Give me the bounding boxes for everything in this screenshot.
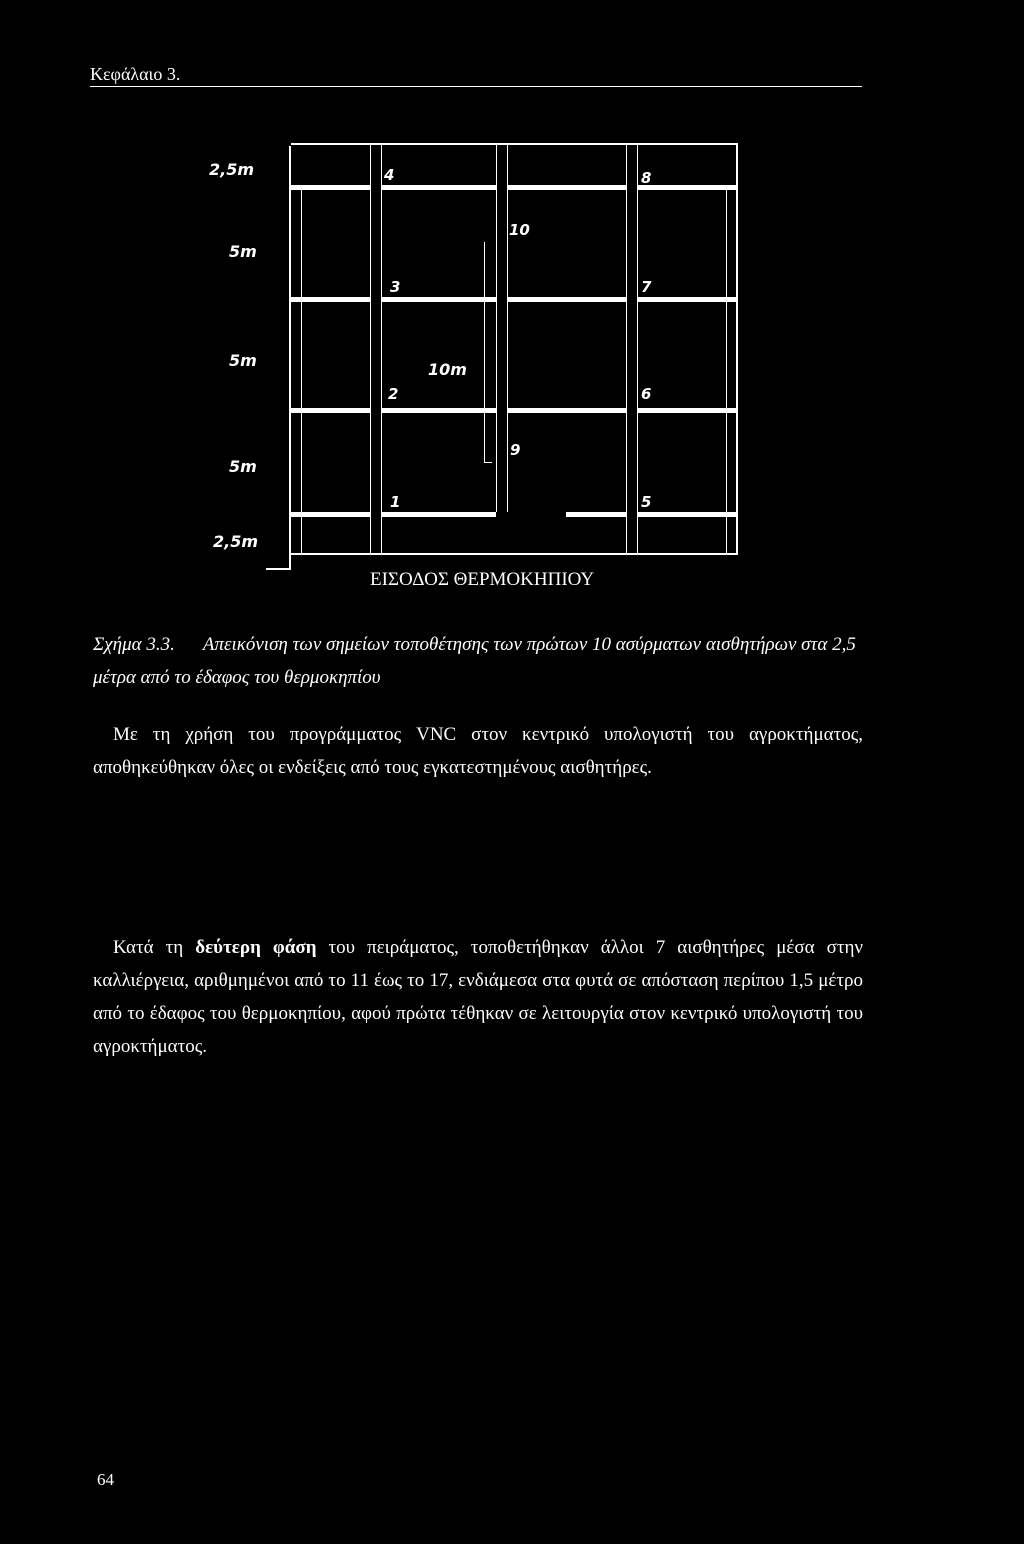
sensor-label-1: 1 [390, 493, 401, 511]
caption-label: Σχήμα 3.3. [93, 634, 175, 655]
figure-caption [93, 628, 873, 694]
page-number: 64 [97, 1470, 114, 1489]
paragraph-second-phase-bold: δεύτερη φάση [195, 937, 317, 958]
sensor-label-7: 7 [641, 278, 652, 296]
sensor-label-2: 2 [388, 385, 399, 403]
sensor-label-5: 5 [641, 493, 652, 511]
row-dim-label-2: 5m [229, 242, 257, 261]
caption-text: Απεικόνιση των σημείων τοποθέτησης των πρώτων 10 ασύρματων αισθητήρων στα 2,5 μέτρα από το έδαφος του θερμοκηπίου [93, 634, 856, 688]
entrance-label: ΕΙΣΟΔΟΣ ΘΕΡΜΟΚΗΠΙΟΥ [370, 569, 595, 590]
greenhouse-sensor-diagram [0, 0, 1024, 600]
row-dim-label-3: 5m [229, 351, 257, 370]
sensor-label-4: 4 [384, 166, 395, 184]
sensor-labels [383, 166, 652, 511]
row-dim-label-1: 2,5m [209, 160, 255, 179]
width-dimension-label: 10m [428, 360, 467, 379]
paragraph-second-phase-rest: του πειράματος, τοποθετήθηκαν άλλοι 7 αισθητήρες μέσα στην καλλιέργεια, αριθμημένοι από το 11 έως το 17, ενδιάμεσα στα φυτά σε απόσταση περίπου 1,5 μέτρο από το έδαφος του θερμοκηπίου, αφού πρώτα τέθηκαν σε λειτουργία στον κεντρικό υπολογιστή του αγροκτήματος. [93, 937, 863, 1057]
row-dim-label-4: 5m [229, 457, 257, 476]
sensor-label-3: 3 [390, 278, 401, 296]
paragraph-vnc: Με τη χρήση του προγράμματος VNC στον κεντρικό υπολογιστή του αγροκτήματος, αποθηκεύθηκαν όλες οι ενδείξεις από τους εγκατεστημένους αισθητήρες. [93, 724, 863, 778]
sensor-label-9: 9 [510, 441, 521, 459]
paragraph-second-phase [93, 931, 863, 1063]
row-dim-label-5: 2,5m [213, 532, 259, 551]
chapter-header: Κεφάλαιο 3. [90, 64, 181, 84]
greenhouse-grid [266, 143, 738, 570]
row-dimension-labels [209, 160, 258, 551]
paragraph-second-phase-start: Κατά τη [113, 937, 196, 958]
sensor-label-10: 10 [509, 221, 530, 239]
sensor-label-6: 6 [641, 385, 652, 403]
sensor-label-8: 8 [641, 169, 652, 187]
